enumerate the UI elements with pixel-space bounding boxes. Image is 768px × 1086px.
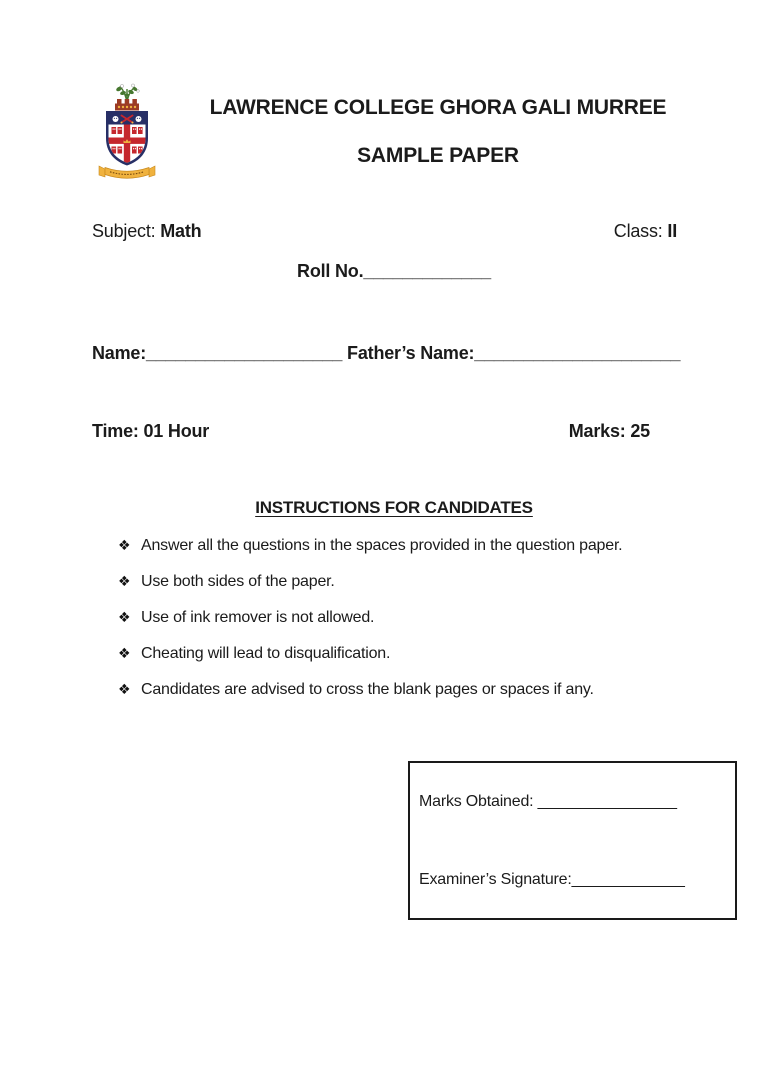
- examiner-signature-label: Examiner’s Signature:: [419, 871, 572, 888]
- instruction-text: Use of ink remover is not allowed.: [141, 609, 375, 626]
- instruction-text: Answer all the questions in the spaces provided in the question paper.: [141, 537, 623, 554]
- college-name: LAWRENCE COLLEGE GHORA GALI MURREE: [209, 96, 667, 119]
- instruction-item: [118, 572, 728, 592]
- subject-value: Math: [160, 221, 202, 241]
- marks-obtained-field: [419, 793, 677, 811]
- diamond-bullet-icon: ❖: [118, 538, 131, 554]
- instructions-heading: INSTRUCTIONS FOR CANDIDATES: [255, 498, 533, 517]
- time-marks-row: [92, 421, 650, 442]
- subject-class-row: [92, 221, 677, 242]
- diamond-bullet-icon: ❖: [118, 610, 131, 626]
- marks-box: [408, 761, 737, 920]
- name-label: Name:: [92, 343, 147, 363]
- roll-no-blank: _____________: [363, 261, 491, 281]
- father-name-label: Father’s Name:: [342, 343, 475, 363]
- diamond-bullet-icon: ❖: [118, 682, 131, 698]
- roll-no-label: Roll No.: [297, 261, 364, 281]
- marks-obtained-blank: ________________: [537, 793, 677, 810]
- subject-field: [92, 221, 201, 242]
- instruction-text: Candidates are advised to cross the blank pages or spaces if any.: [141, 681, 594, 698]
- class-value: II: [667, 221, 677, 241]
- marks-text: Marks: 25: [568, 421, 650, 441]
- diamond-bullet-icon: ❖: [118, 574, 131, 590]
- subject-label: Subject:: [92, 221, 161, 241]
- instruction-item: [118, 680, 728, 700]
- college-crest-icon: [93, 82, 161, 182]
- class-label: Class:: [613, 221, 668, 241]
- class-field: [614, 221, 677, 242]
- examiner-signature-blank: _____________: [571, 871, 685, 888]
- marks-obtained-label: Marks Obtained:: [419, 793, 538, 810]
- paper-title: SAMPLE PAPER: [357, 144, 519, 167]
- diamond-bullet-icon: ❖: [118, 646, 131, 662]
- father-name-blank: _____________________: [474, 343, 681, 363]
- instructions-list: [118, 536, 728, 716]
- roll-no-field: [92, 261, 696, 282]
- time-text: Time: 01 Hour: [92, 421, 210, 441]
- instruction-item: [118, 644, 728, 664]
- instruction-text: Use both sides of the paper.: [141, 573, 335, 590]
- examiner-signature-field: [419, 871, 685, 889]
- instruction-item: [118, 536, 728, 556]
- name-row: [92, 343, 728, 364]
- name-blank: ____________________: [146, 343, 343, 363]
- instruction-item: [118, 608, 728, 628]
- instruction-text: Cheating will lead to disqualification.: [141, 645, 391, 662]
